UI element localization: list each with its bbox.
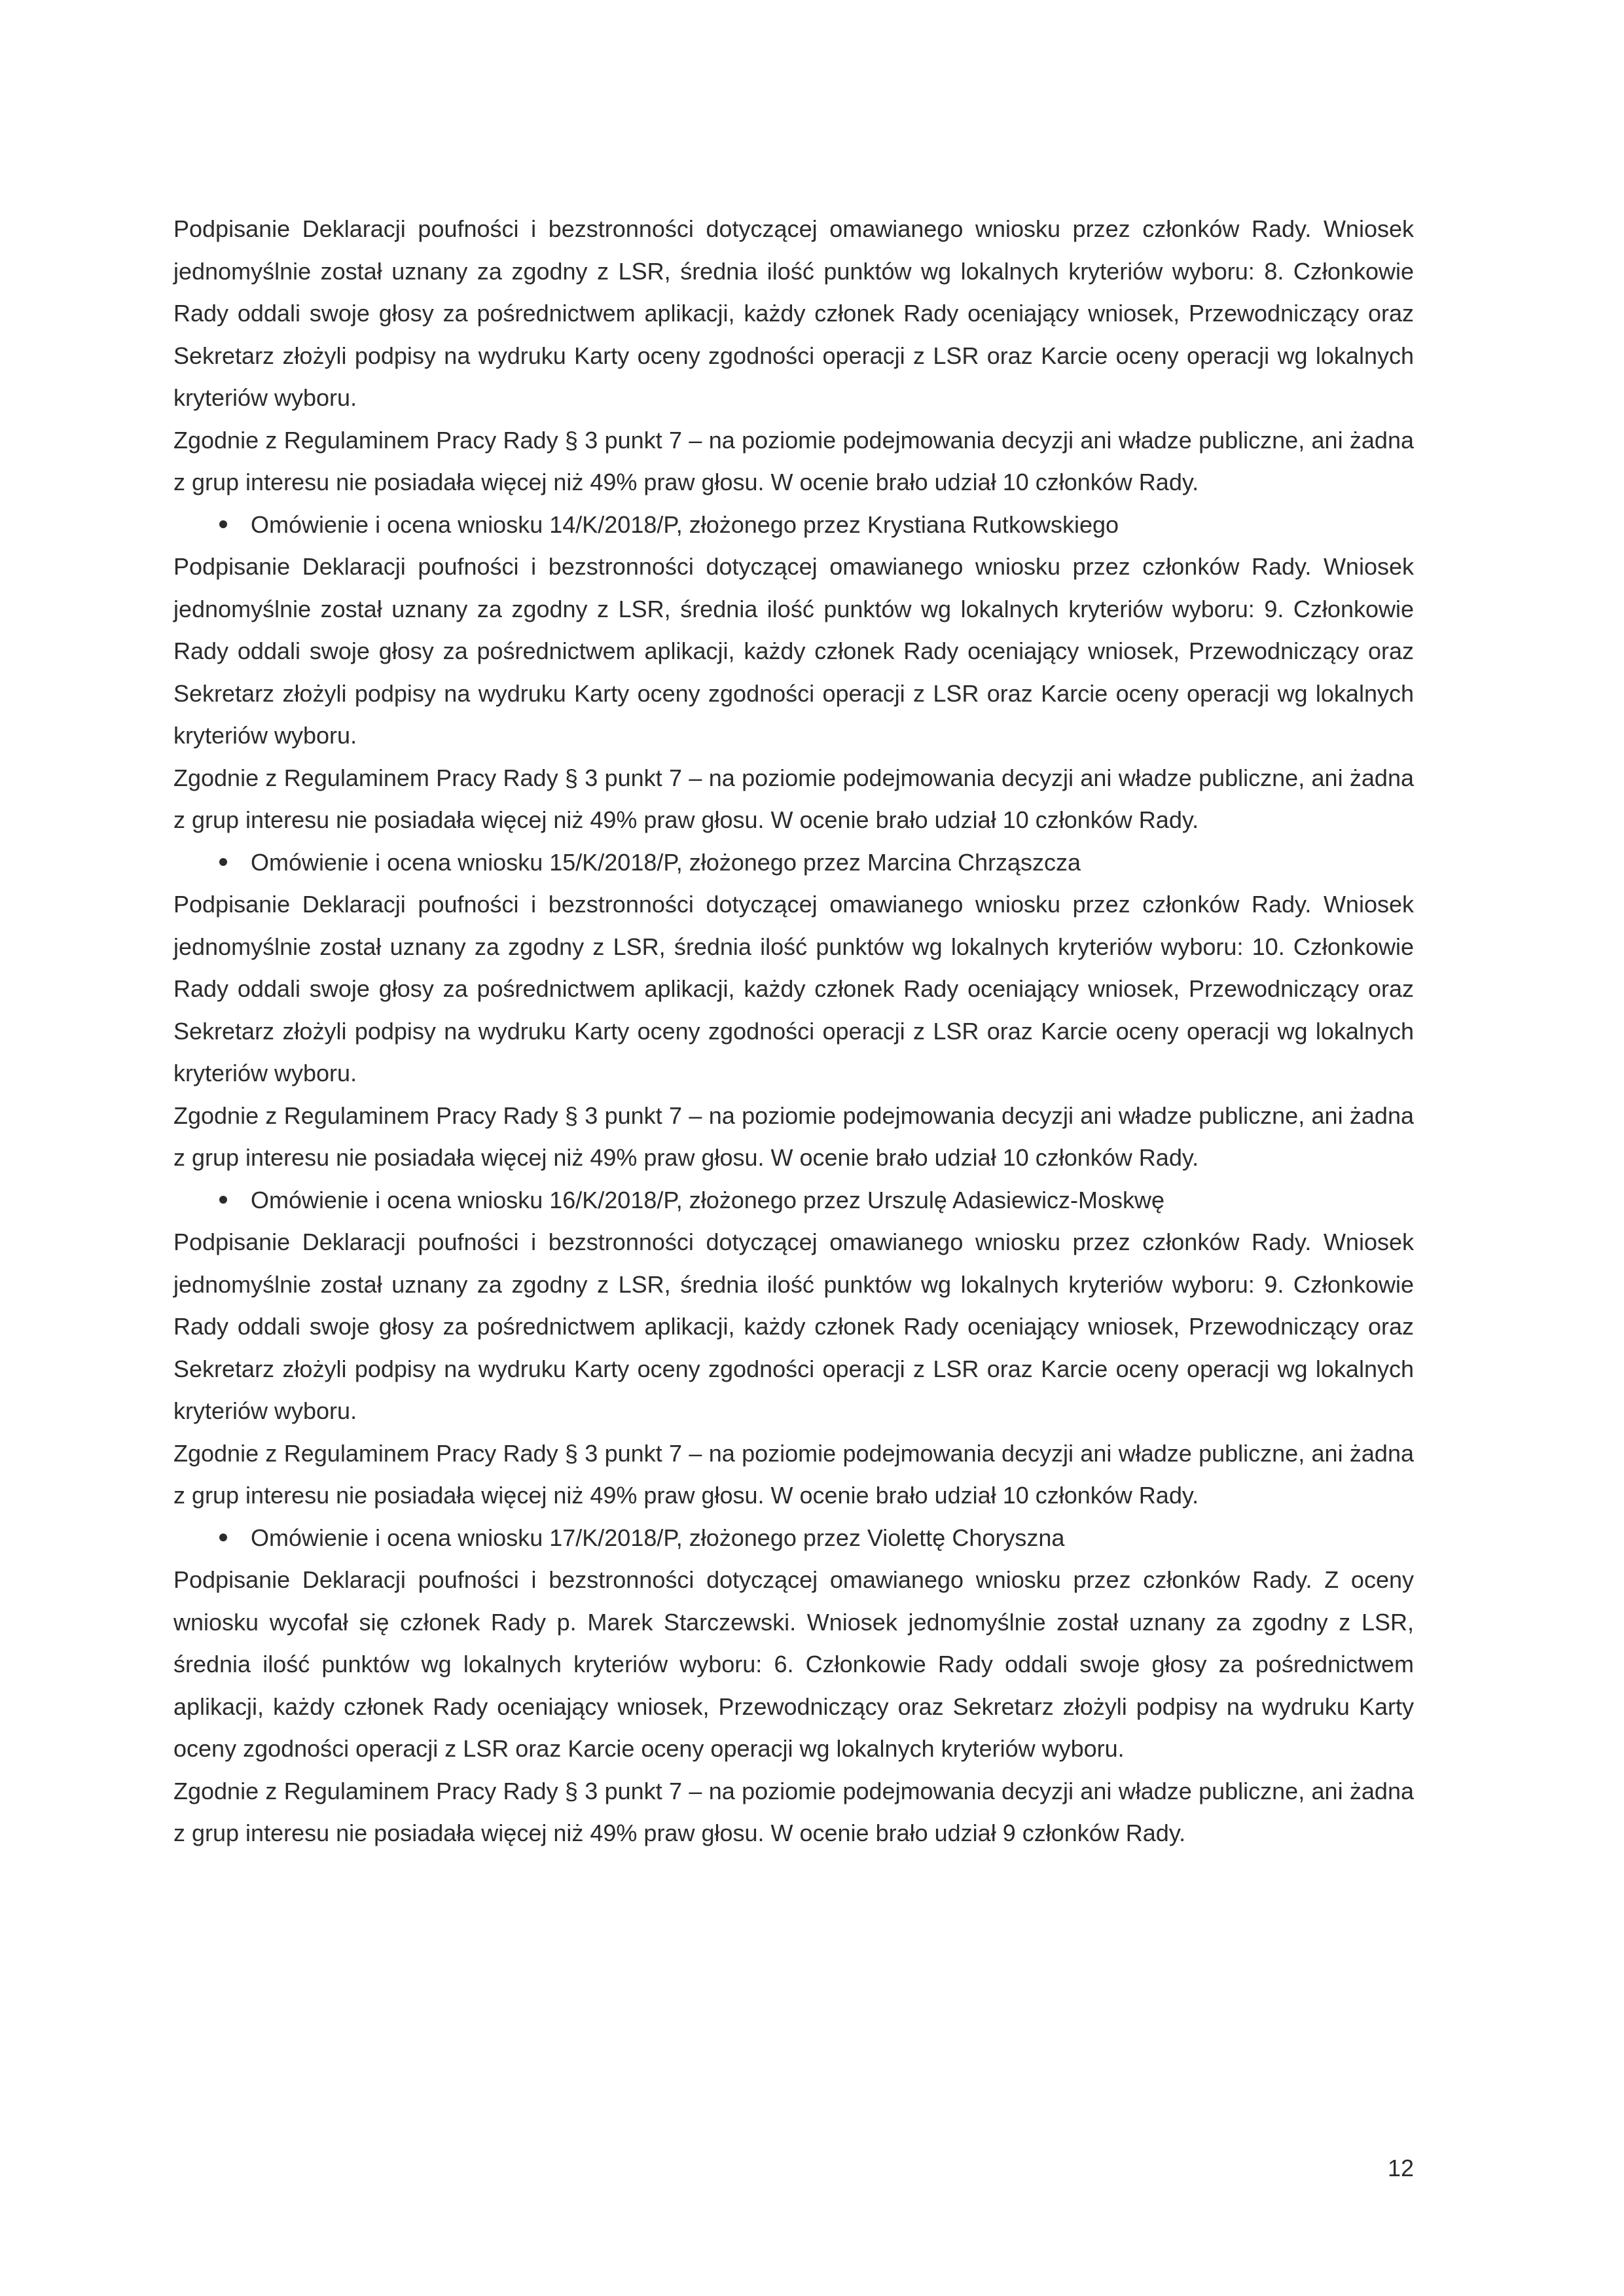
paragraph-voting-rules: Zgodnie z Regulaminem Pracy Rady § 3 punkt 7 – na poziomie podejmowania decyzji ani władze publiczne, ani żadna z grup interesu nie posiadała więcej niż 49% praw głosu. W ocenie brało udział 10 członków Rady. (173, 1439, 1414, 1509)
bullet-item-application-16 (173, 1179, 1414, 1222)
page-body (173, 208, 1414, 1855)
bullet-icon (219, 520, 227, 528)
bullet-icon (219, 1196, 227, 1204)
bullet-item-label: Omówienie i ocena wniosku 14/K/2018/P, złożonego przez Krystiana Rutkowskiego (251, 511, 1119, 538)
bullet-item-application-15 (173, 842, 1414, 884)
paragraph-voting-rules: Zgodnie z Regulaminem Pracy Rady § 3 punkt 7 – na poziomie podejmowania decyzji ani władze publiczne, ani żadna z grup interesu nie posiadała więcej niż 49% praw głosu. W ocenie brało udział 10 członków Rady. (173, 1102, 1414, 1171)
bullet-item-application-14 (173, 504, 1414, 547)
paragraph-declaration: Podpisanie Deklaracji poufności i bezstronności dotyczącej omawianego wniosku przez członków Rady. Wniosek jednomyślnie został uznany za zgodny z LSR, średnia ilość punktów wg lokalnych kryteriów wyboru: 9. Członkowie Rady oddali swoje głosy za pośrednictwem aplikacji, każdy członek Rady oceniający wniosek, Przewodniczący oraz Sekretarz złożyli podpisy na wydruku Karty oceny zgodności operacji z LSR oraz Karcie oceny operacji wg lokalnych kryteriów wyboru. (173, 1229, 1414, 1424)
paragraph-declaration: Podpisanie Deklaracji poufności i bezstronności dotyczącej omawianego wniosku przez członków Rady. Wniosek jednomyślnie został uznany za zgodny z LSR, średnia ilość punktów wg lokalnych kryteriów wyboru: 10. Członkowie Rady oddali swoje głosy za pośrednictwem aplikacji, każdy członek Rady oceniający wniosek, Przewodniczący oraz Sekretarz złożyli podpisy na wydruku Karty oceny zgodności operacji z LSR oraz Karcie oceny operacji wg lokalnych kryteriów wyboru. (173, 891, 1414, 1086)
paragraph-declaration: Podpisanie Deklaracji poufności i bezstronności dotyczącej omawianego wniosku przez członków Rady. Z oceny wniosku wycofał się członek Rady p. Marek Starczewski. Wniosek jednomyślnie został uznany za zgodny z LSR, średnia ilość punktów wg lokalnych kryteriów wyboru: 6. Członkowie Rady oddali swoje głosy za pośrednictwem aplikacji, każdy członek Rady oceniający wniosek, Przewodniczący oraz Sekretarz złożyli podpisy na wydruku Karty oceny zgodności operacji z LSR oraz Karcie oceny operacji wg lokalnych kryteriów wyboru. (173, 1566, 1414, 1762)
bullet-item-label: Omówienie i ocena wniosku 15/K/2018/P, złożonego przez Marcina Chrząszcza (251, 848, 1081, 876)
bullet-item-application-17 (173, 1517, 1414, 1560)
paragraph-voting-rules: Zgodnie z Regulaminem Pracy Rady § 3 punkt 7 – na poziomie podejmowania decyzji ani władze publiczne, ani żadna z grup interesu nie posiadała więcej niż 49% praw głosu. W ocenie brało udział 9 członków Rady. (173, 1777, 1414, 1846)
bullet-item-label: Omówienie i ocena wniosku 17/K/2018/P, złożonego przez Violettę Choryszna (251, 1524, 1065, 1551)
paragraph-voting-rules: Zgodnie z Regulaminem Pracy Rady § 3 punkt 7 – na poziomie podejmowania decyzji ani władze publiczne, ani żadna z grup interesu nie posiadała więcej niż 49% praw głosu. W ocenie brało udział 10 członków Rady. (173, 764, 1414, 833)
bullet-item-label: Omówienie i ocena wniosku 16/K/2018/P, złożonego przez Urszulę Adasiewicz-Moskwę (251, 1186, 1165, 1213)
bullet-icon (219, 1534, 227, 1541)
page-number: 12 (1388, 2155, 1415, 2181)
paragraph-declaration: Podpisanie Deklaracji poufności i bezstronności dotyczącej omawianego wniosku przez członków Rady. Wniosek jednomyślnie został uznany za zgodny z LSR, średnia ilość punktów wg lokalnych kryteriów wyboru: 8. Członkowie Rady oddali swoje głosy za pośrednictwem aplikacji, każdy członek Rady oceniający wniosek, Przewodniczący oraz Sekretarz złożyli podpisy na wydruku Karty oceny zgodności operacji z LSR oraz Karcie oceny operacji wg lokalnych kryteriów wyboru. (173, 215, 1414, 411)
bullet-icon (219, 858, 227, 866)
paragraph-declaration: Podpisanie Deklaracji poufności i bezstronności dotyczącej omawianego wniosku przez członków Rady. Wniosek jednomyślnie został uznany za zgodny z LSR, średnia ilość punktów wg lokalnych kryteriów wyboru: 9. Członkowie Rady oddali swoje głosy za pośrednictwem aplikacji, każdy członek Rady oceniający wniosek, Przewodniczący oraz Sekretarz złożyli podpisy na wydruku Karty oceny zgodności operacji z LSR oraz Karcie oceny operacji wg lokalnych kryteriów wyboru. (173, 553, 1414, 749)
paragraph-voting-rules: Zgodnie z Regulaminem Pracy Rady § 3 punkt 7 – na poziomie podejmowania decyzji ani władze publiczne, ani żadna z grup interesu nie posiadała więcej niż 49% praw głosu. W ocenie brało udział 10 członków Rady. (173, 426, 1414, 495)
